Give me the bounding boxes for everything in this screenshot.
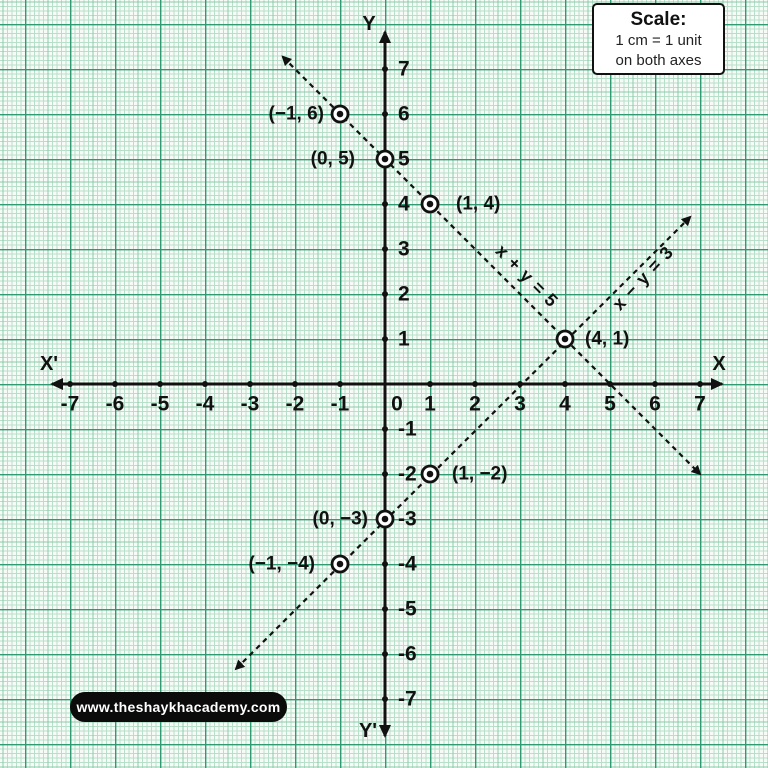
x-tick-label: -4 xyxy=(195,392,215,416)
point-label: (0, 5) xyxy=(310,148,355,170)
y-tick-label: 6 xyxy=(398,102,410,126)
y-neg-axis-label: Y' xyxy=(358,720,378,742)
scale-line-2: on both axes xyxy=(615,51,702,69)
y-pos-axis-label: Y xyxy=(362,13,376,35)
watermark-pill xyxy=(70,692,287,722)
y-tick-label: 7 xyxy=(398,57,410,81)
y-tick-label: -3 xyxy=(398,507,417,531)
x-tick-label: -6 xyxy=(105,392,125,416)
point-label: (1, −2) xyxy=(452,463,508,485)
x-tick-label: 6 xyxy=(649,392,661,416)
y-tick-label: -2 xyxy=(398,462,417,486)
x-tick-label: 2 xyxy=(469,392,481,416)
watermark-text: www.theshaykhacademy.com xyxy=(76,699,281,715)
x-tick-label: -7 xyxy=(60,392,80,416)
scale-line-1: 1 cm = 1 unit xyxy=(615,31,702,49)
scale-box xyxy=(592,3,725,75)
point-label: (0, −3) xyxy=(312,508,368,530)
equation-label-1: x + y = 5 xyxy=(491,240,563,312)
origin-label: 0 xyxy=(391,392,403,416)
y-tick-label: 1 xyxy=(398,327,410,351)
x-neg-axis-label: X' xyxy=(39,353,59,375)
y-tick-label: 2 xyxy=(398,282,410,306)
x-tick-label: 4 xyxy=(559,392,571,416)
x-tick-label: 5 xyxy=(604,392,616,416)
y-tick-label: 5 xyxy=(398,147,410,171)
x-tick-label: -5 xyxy=(150,392,170,416)
x-tick-label: 1 xyxy=(424,392,436,416)
x-pos-axis-label: X xyxy=(712,353,726,375)
scale-title: Scale: xyxy=(630,8,687,30)
y-tick-label: -1 xyxy=(398,417,417,441)
y-tick-label: -6 xyxy=(398,642,417,666)
x-tick-label: 3 xyxy=(514,392,526,416)
equation-label-2: x − y = 3 xyxy=(608,242,678,315)
x-tick-label: 7 xyxy=(694,392,706,416)
point-label: (4, 1) xyxy=(585,328,630,350)
y-tick-label: 4 xyxy=(398,192,410,216)
x-tick-label: -1 xyxy=(330,392,350,416)
point-label: (−1, −4) xyxy=(248,553,315,575)
y-tick-label: 3 xyxy=(398,237,410,261)
y-tick-label: -7 xyxy=(398,687,417,711)
x-tick-label: -3 xyxy=(240,392,260,416)
y-tick-label: -4 xyxy=(398,552,417,576)
x-tick-label: -2 xyxy=(285,392,305,416)
point-label: (1, 4) xyxy=(456,193,501,215)
point-label: (−1, 6) xyxy=(268,103,324,125)
y-tick-label: -5 xyxy=(398,597,417,621)
